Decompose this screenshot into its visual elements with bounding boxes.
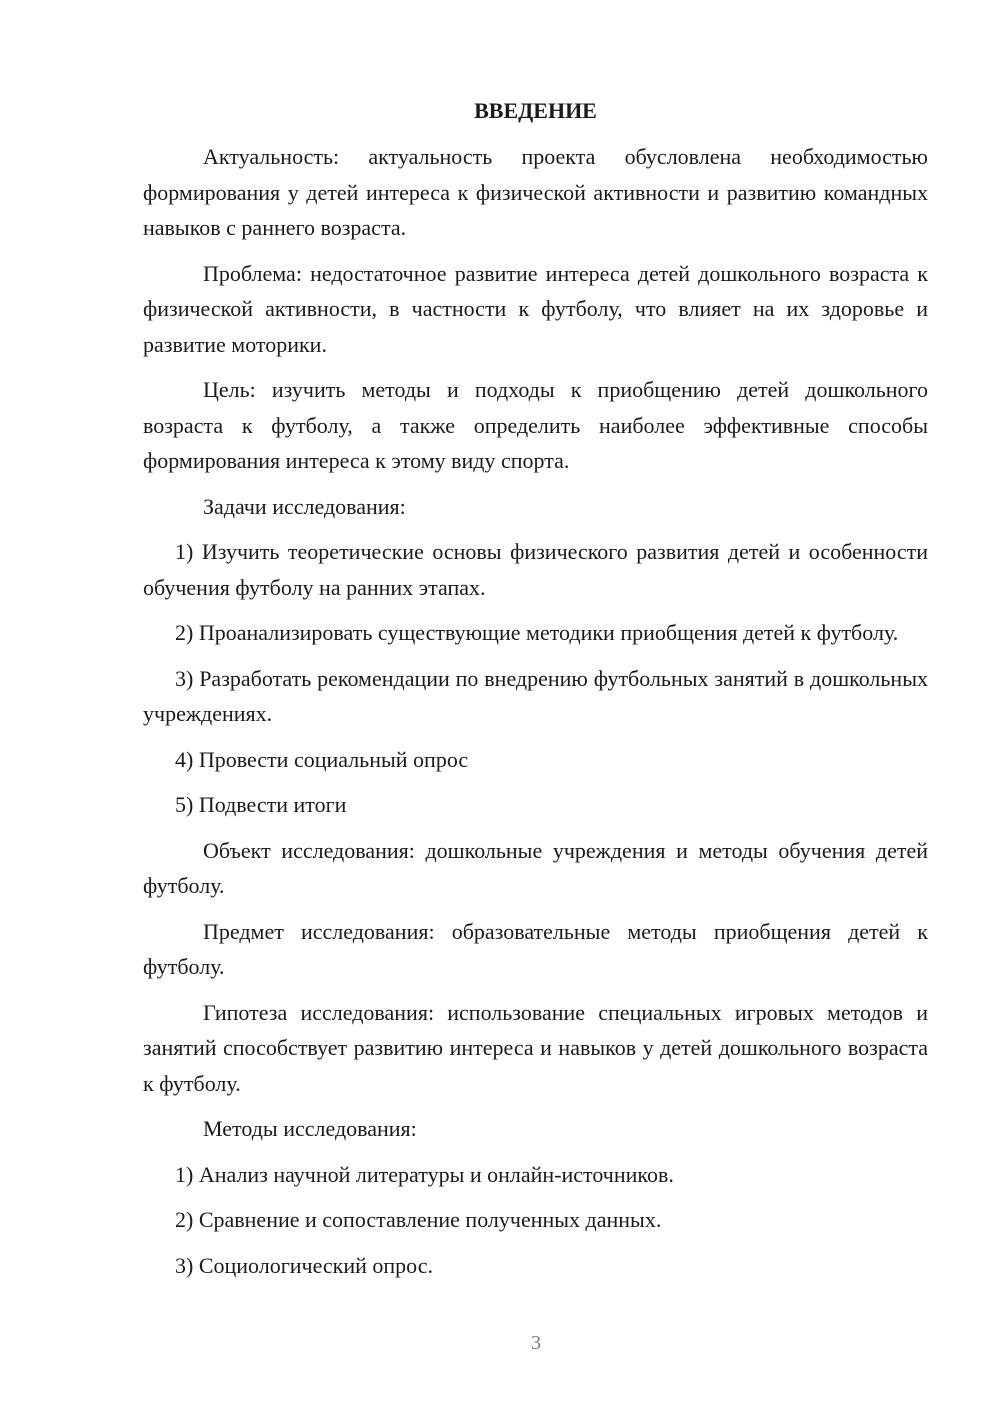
method-item-2: 2) Сравнение и сопоставление полученных данных. — [175, 1207, 662, 1232]
task-item-5: 5) Подвести итоги — [175, 792, 347, 817]
paragraph-subject: Предмет исследования: образовательные методы приобщения детей к футболу. — [143, 918, 928, 979]
tasks-heading: Задачи исследования: — [203, 493, 406, 519]
paragraph-relevance: Актуальность: актуальность проекта обусловлена необходимостью формирования у детей интереса к физической активности и развитию командных навыков с раннего возраста. — [143, 144, 928, 240]
task-item-2: 2) Проанализировать существующие методики приобщения детей к футболу. — [175, 620, 899, 645]
document-page — [143, 96, 928, 1283]
paragraph-goal: Цель: изучить методы и подходы к приобщению детей дошкольного возраста к футболу, а также определить наиболее эффективные способы формирования интереса к этому виду спорта. — [143, 377, 928, 473]
paragraph-hypothesis: Гипотеза исследования: использование специальных игровых методов и занятий способствует развитию интереса и навыков у детей дошкольного возраста к футболу. — [143, 999, 928, 1096]
paragraph-problem: Проблема: недостаточное развитие интереса детей дошкольного возраста к физической активности, в частности к футболу, что влияет на их здоровье и развитие моторики. — [143, 260, 928, 357]
method-item-1: 1) Анализ научной литературы и онлайн-источников. — [175, 1161, 674, 1187]
task-item-1: 1) Изучить теоретические основы физического развития детей и особенности обучения футболу на ранних этапах. — [143, 539, 928, 600]
paragraph-object: Объект исследования: дошкольные учреждения и методы обучения детей футболу. — [143, 837, 928, 898]
section-title: ВВЕДЕНИЕ — [474, 98, 597, 123]
task-item-4: 4) Провести социальный опрос — [175, 746, 469, 772]
task-item-3: 3) Разработать рекомендации по внедрению футбольных занятий в дошкольных учреждениях. — [143, 665, 928, 726]
page-number: 3 — [531, 1332, 541, 1354]
method-item-3: 3) Социологический опрос. — [175, 1252, 433, 1278]
methods-heading: Методы исследования: — [203, 1116, 417, 1141]
